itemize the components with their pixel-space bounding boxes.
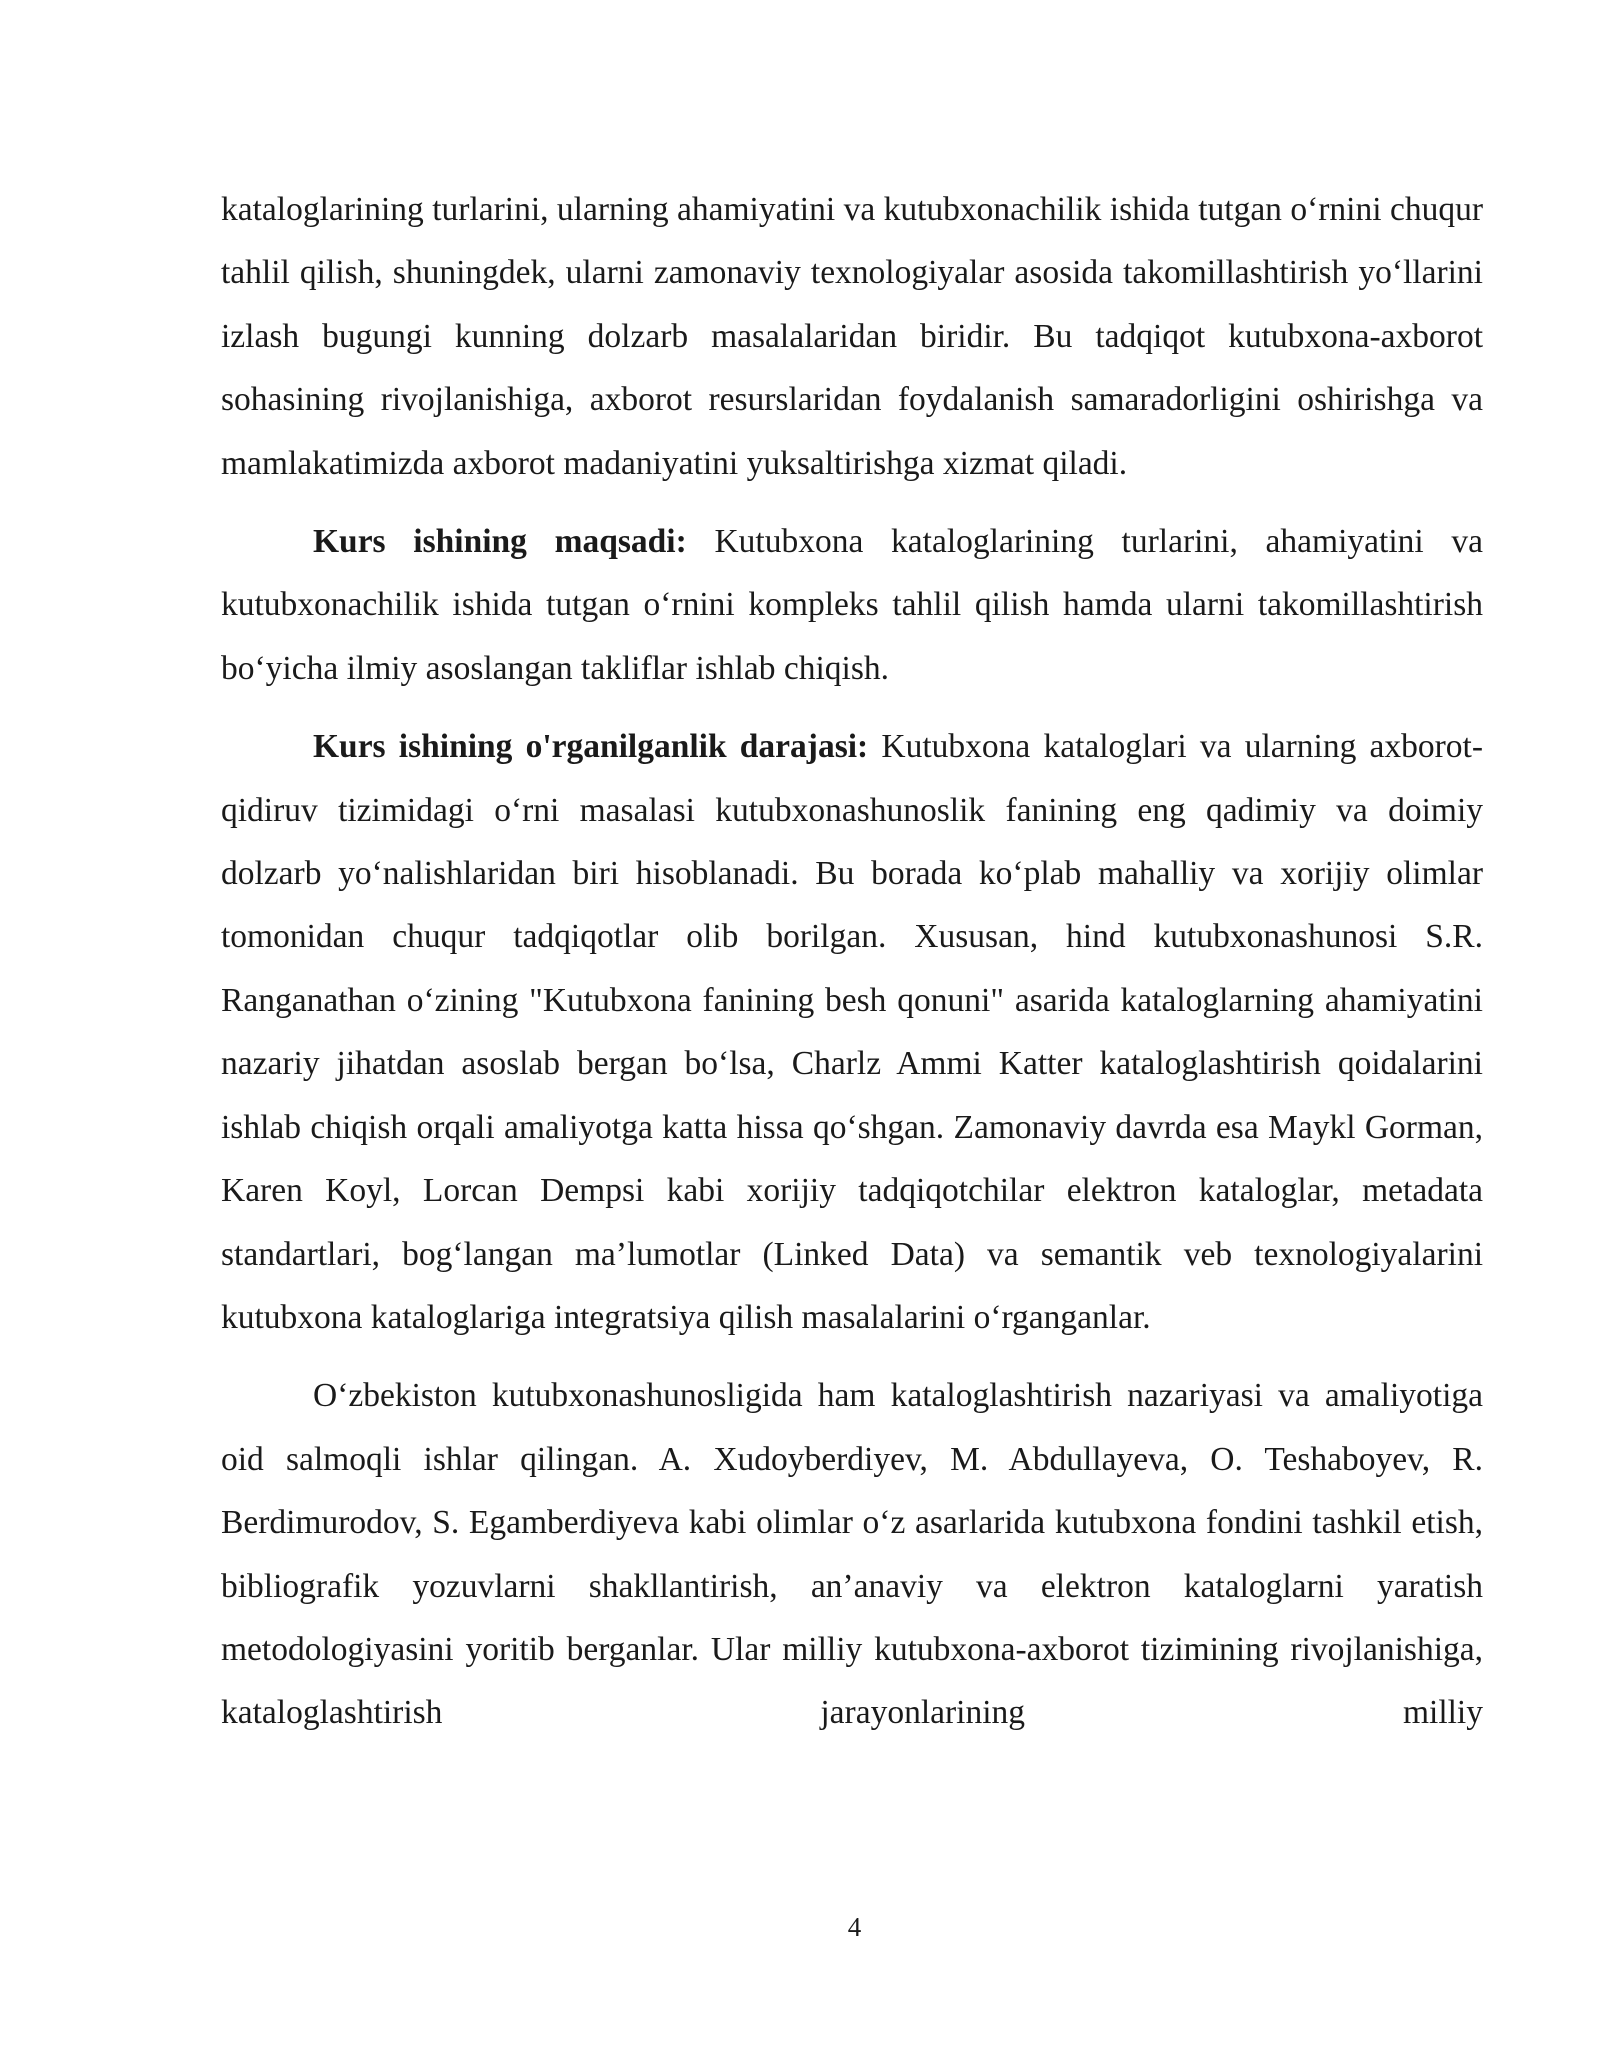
- paragraph-uzbekistan-research: [221, 1364, 1483, 1744]
- paragraph-text: Kutubxona kataloglarining turlarini, ahamiyatini va kutubxonachilik ishida tutgan o‘rnini kompleks tahlil qilish hamda ularni takomillashtirish bo‘yicha ilmiy asoslangan takliflar ishlab chiqish.: [221, 523, 1484, 687]
- paragraph-text: O‘zbekiston kutubxonashunosligida ham kataloglashtirish nazariyasi va amaliyotiga oid salmoqli ishlar qilingan. A. Xudoyberdiyev, M. Abdullayeva, O. Teshaboyev, R. Berdimurodov, S. Egamberdiyeva kabi olimlar o‘z asarlarida kutubxona fondini tashkil etish, bibliografik yozuvlarni shakllantirish, an’anaviy va elektron kataloglarni yaratish metodologiyasini yoritib berganlar. Ular milliy kutubxona-axborot tizimining rivojlanishiga, kataloglashtirish jarayonlarining milliy: [221, 1377, 1483, 1732]
- paragraph-intro-continuation: [221, 178, 1483, 495]
- document-body: [221, 178, 1483, 1760]
- paragraph-text: kataloglarining turlarini, ularning ahamiyatini va kutubxonachilik ishida tutgan o‘rnini chuqur tahlil qilish, shuningdek, ularni zamonaviy texnologiyalar asosida takomillashtirish yo‘llarini izlash bugungi kunning dolzarb masalalaridan biridir. Bu tadqiqot kutubxona-axborot sohasining rivojlanishiga, axborot resurslaridan foydalanish samaradorligini oshirishga va mamlakatimizda axborot madaniyatini yuksaltirishga xizmat qiladi.: [221, 191, 1483, 482]
- paragraph-course-goal: [221, 510, 1483, 700]
- paragraph-heading: Kurs ishining maqsadi:: [313, 523, 687, 561]
- paragraph-study-level: [221, 715, 1483, 1349]
- paragraph-heading: Kurs ishining o'rganilganlik darajasi:: [313, 728, 869, 766]
- paragraph-text: Kutubxona kataloglari va ularning axborot-qidiruv tizimidagi o‘rni masalasi kutubxonashunoslik fanining eng qadimiy va doimiy dolzarb yo‘nalishlaridan biri hisoblanadi. Bu borada ko‘plab mahalliy va xorijiy olimlar tomonidan chuqur tadqiqotlar olib borilgan. Xususan, hind kutubxonashunosi S.R. Ranganathan o‘zining "Kutubxona fanining besh qonuni" asarida kataloglarning ahamiyatini nazariy jihatdan asoslab bergan bo‘lsa, Charlz Ammi Katter kataloglashtirish qoidalarini ishlab chiqish orqali amaliyotga katta hissa qo‘shgan. Zamonaviy davrda esa Maykl Gorman, Karen Koyl, Lorcan Dempsi kabi xorijiy tadqiqotchilar elektron kataloglar, metadata standartlari, bog‘langan ma’lumotlar (Linked Data) va semantik veb texnologiyalarini kutubxona kataloglariga integratsiya qilish masalalarini o‘rganganlar.: [221, 728, 1484, 1336]
- page-number: 4: [847, 1912, 862, 1942]
